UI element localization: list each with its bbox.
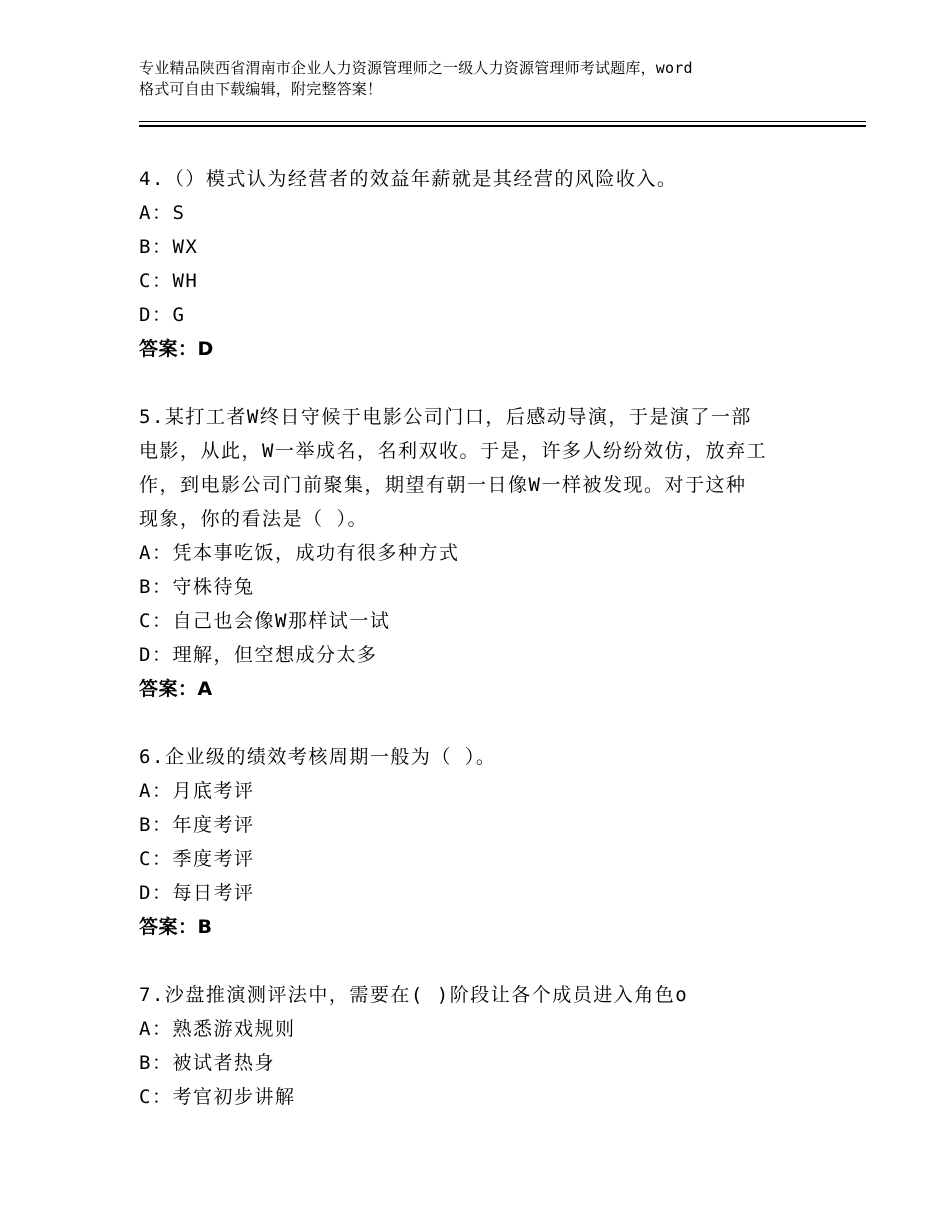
header-line-2: 格式可自由下载编辑，附完整答案！ (139, 80, 383, 98)
stem-line: 4.（）模式认为经营者的效益年薪就是其经营的风险收入。 (139, 168, 678, 190)
header-line-1: 专业精品陕西省渭南市企业人力资源管理师之一级人力资源管理师考试题库，word (139, 59, 693, 77)
question-stem (139, 740, 829, 774)
option-c: C：季度考评 (139, 848, 255, 870)
document-header (139, 58, 839, 100)
question-5 (139, 400, 829, 706)
option-b: B：年度考评 (139, 814, 255, 836)
question-4 (139, 162, 829, 366)
option-b: B：WX (139, 236, 199, 258)
stem-line: 作，到电影公司门前聚集，期望有朝一日像W一样被发现。对于这种 (139, 474, 747, 496)
header-rule-thin (139, 121, 866, 122)
question-stem (139, 400, 829, 536)
option-c: C：WH (139, 270, 199, 292)
option-b: B：守株待兔 (139, 576, 255, 598)
answer: 答案：A (139, 678, 213, 700)
question-6 (139, 740, 829, 944)
option-a: A：S (139, 202, 186, 224)
option-b: B：被试者热身 (139, 1052, 275, 1074)
question-stem (139, 162, 829, 196)
answer: 答案：D (139, 338, 214, 360)
stem-line: 6.企业级的绩效考核周期一般为（ ）。 (139, 746, 497, 768)
question-stem (139, 978, 829, 1012)
option-a: A：熟悉游戏规则 (139, 1018, 296, 1040)
option-d: D：每日考评 (139, 882, 255, 904)
stem-line: 电影，从此，W一举成名，名利双收。于是，许多人纷纷效仿，放弃工 (139, 440, 767, 462)
option-d: D：G (139, 304, 186, 326)
stem-line: 5.某打工者W终日守候于电影公司门口，后感动导演，于是演了一部 (139, 406, 752, 428)
stem-line: 7.沙盘推演测评法中，需要在( )阶段让各个成员进入角色o (139, 984, 689, 1006)
option-c: C：自己也会像W那样试一试 (139, 610, 391, 632)
question-list (139, 162, 829, 1148)
option-d: D：理解，但空想成分太多 (139, 644, 378, 666)
option-a: A：凭本事吃饭，成功有很多种方式 (139, 542, 460, 564)
option-a: A：月底考评 (139, 780, 255, 802)
answer: 答案：B (139, 916, 213, 938)
question-7 (139, 978, 829, 1114)
option-c: C：考官初步讲解 (139, 1086, 296, 1108)
stem-line: 现象，你的看法是（ ）。 (139, 508, 368, 530)
header-rule-thick (139, 125, 866, 127)
